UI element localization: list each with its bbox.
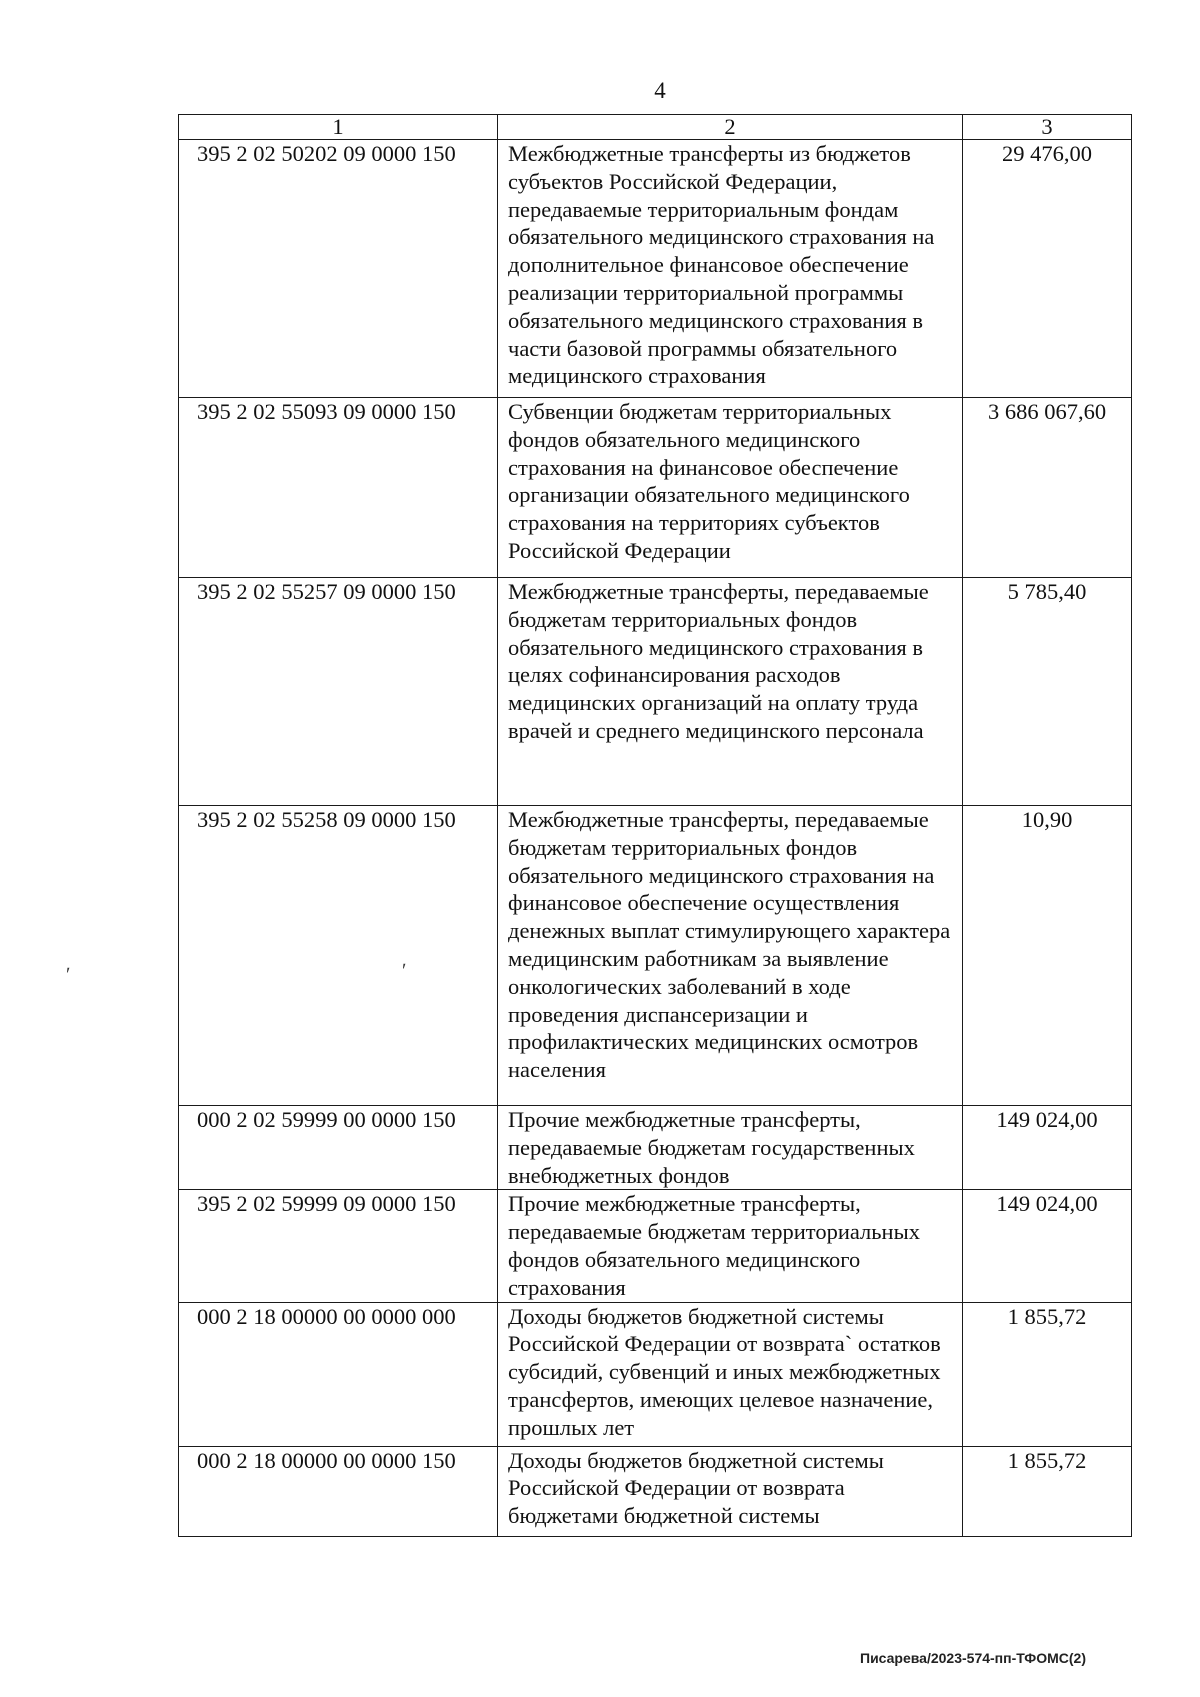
description-cell: Межбюджетные трансферты, передаваемые бюджетам территориальных фондов обязательного медицинского страхования в целях софинансирования расходов медицинских организаций на оплату труда врачей и среднего медицинского персонала xyxy=(498,578,963,806)
budget-code-cell: 000 2 18 00000 00 0000 150 xyxy=(179,1446,498,1536)
budget-code-cell: 395 2 02 59999 09 0000 150 xyxy=(179,1190,498,1302)
description-cell: Межбюджетные трансферты, передаваемые бюджетам территориальных фондов обязательного медицинского страхования на финансовое обеспечение осуществления денежных выплат стимулирующего характера медицинским работникам за выявление онкологических заболеваний в ходе проведения диспансеризации и профилактических медицинских осмотров населения xyxy=(498,806,963,1106)
scan-mark: ʹ xyxy=(402,960,407,982)
column-header-3: 3 xyxy=(963,115,1132,140)
amount-cell: 10,90 xyxy=(963,806,1132,1106)
table-row xyxy=(179,1190,1132,1302)
revenue-table xyxy=(178,114,1132,1537)
budget-code-cell: 395 2 02 55093 09 0000 150 xyxy=(179,398,498,578)
budget-code-cell: 000 2 02 59999 00 0000 150 xyxy=(179,1106,498,1190)
table-header-row xyxy=(179,115,1132,140)
budget-code-cell: 395 2 02 55257 09 0000 150 xyxy=(179,578,498,806)
description-cell: Прочие межбюджетные трансферты, передаваемые бюджетам территориальных фондов обязательного медицинского страхования xyxy=(498,1190,963,1302)
table-row xyxy=(179,1302,1132,1446)
budget-code-cell: 395 2 02 55258 09 0000 150 xyxy=(179,806,498,1106)
scan-mark: ʹ xyxy=(66,964,71,986)
document-reference: Писарева/2023-574-пп-ТФОМС(2) xyxy=(860,1650,1086,1666)
budget-code-cell: 395 2 02 50202 09 0000 150 xyxy=(179,140,498,398)
description-cell: Прочие межбюджетные трансферты, передаваемые бюджетам государственных внебюджетных фондов xyxy=(498,1106,963,1190)
amount-cell: 5 785,40 xyxy=(963,578,1132,806)
amount-cell: 3 686 067,60 xyxy=(963,398,1132,578)
amount-cell: 149 024,00 xyxy=(963,1190,1132,1302)
description-cell: Межбюджетные трансферты из бюджетов субъектов Российской Федерации, передаваемые территориальным фондам обязательного медицинского страхования на дополнительное финансовое обеспечение реализации территориальной программы обязательного медицинского страхования в части базовой программы обязательного медицинского страхования xyxy=(498,140,963,398)
description-cell: Субвенции бюджетам территориальных фондов обязательного медицинского страхования на финансовое обеспечение организации обязательного медицинского страхования на территориях субъектов Российской Федерации xyxy=(498,398,963,578)
amount-cell: 149 024,00 xyxy=(963,1106,1132,1190)
column-header-2: 2 xyxy=(498,115,963,140)
table-row xyxy=(179,398,1132,578)
page-number: 4 xyxy=(654,78,666,103)
amount-cell: 1 855,72 xyxy=(963,1302,1132,1446)
table-row xyxy=(179,578,1132,806)
column-header-1: 1 xyxy=(179,115,498,140)
amount-cell: 29 476,00 xyxy=(963,140,1132,398)
description-cell: Доходы бюджетов бюджетной системы Российской Федерации от возврата бюджетами бюджетной системы xyxy=(498,1446,963,1536)
description-cell: Доходы бюджетов бюджетной системы Российской Федерации от возврата` остатков субсидий, субвенций и иных межбюджетных трансфертов, имеющих целевое назначение, прошлых лет xyxy=(498,1302,963,1446)
table-row xyxy=(179,1446,1132,1536)
amount-cell: 1 855,72 xyxy=(963,1446,1132,1536)
table-row xyxy=(179,1106,1132,1190)
budget-code-cell: 000 2 18 00000 00 0000 000 xyxy=(179,1302,498,1446)
table-row xyxy=(179,140,1132,398)
table-row xyxy=(179,806,1132,1106)
